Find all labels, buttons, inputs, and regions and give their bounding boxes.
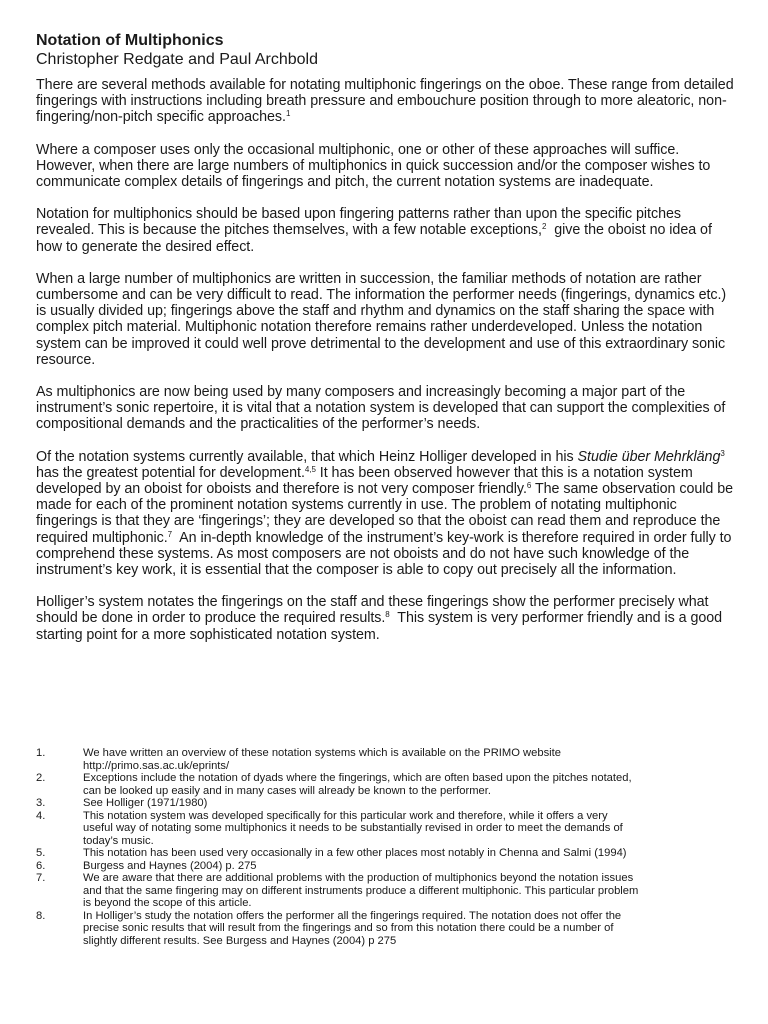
article — [36, 31, 736, 659]
paragraph-text: give the oboist no idea of how to generate the desired effect. — [36, 222, 716, 255]
footnote-ref-3: 3 — [720, 448, 725, 458]
footnote-number: 8. — [36, 909, 46, 922]
paragraph-text: When a large number of multiphonics are written in succession, the familiar methods of notation are rather cumbersome and can be very difficult to read. The information the performer needs (fingerings, dynamics etc.) is usually divided up; fingerings above the staff and rhythm and dynamics on the staff sharing the space with complex pitch material. Multiphonic notation therefore remains rather underdeveloped. Unless the notation system can be improved it could well prove detrimental to the development and use of this extraordinary sonic resource. — [36, 270, 727, 368]
footnote-ref-6: 6 — [526, 481, 532, 491]
footnote-line: Exceptions include the notation of dyads where the fingerings, which are often based upon the pitches notated, — [83, 772, 632, 784]
paragraph-text: It has been observed however that this is a notation system developed by an oboist for oboists and therefore is not very composer friendly. — [36, 464, 693, 498]
footnote-line: See Holliger (1971/1980) — [83, 797, 208, 809]
footnote-text — [83, 747, 736, 772]
footnote-ref-4-5: 4,5 — [304, 464, 316, 474]
footnote-line: We have written an overview of these notation systems which is available on the PRIMO website — [83, 747, 561, 759]
paragraph-5 — [36, 384, 736, 433]
footnote-line: In Holliger’s study the notation offers the performer all the fingerings required. The notation does not offer the — [83, 909, 622, 922]
paragraph-1 — [36, 77, 736, 126]
footnote-line: is beyond the scope of this article. — [83, 897, 252, 909]
footnote-line: precise sonic results that will result from the fingerings and so from this notation there could be a number of — [83, 922, 614, 934]
footnote-6 — [36, 860, 736, 873]
footnote-line: and that the same fingering may on different instruments produce a different multiphonic. This particular problem — [83, 884, 639, 897]
paragraph-text: Holliger’s system notates the fingerings on the staff and these fingerings show the performer precisely what should be done in order to produce the required results. — [36, 594, 709, 627]
footnote-2 — [36, 772, 736, 797]
footnote-8 — [36, 910, 736, 948]
footnote-text — [83, 872, 736, 910]
footnote-line: can be looked up easily and in many cases will already be known to the performer. — [83, 784, 491, 797]
paragraph-text: As multiphonics are now being used by many composers and increasingly becoming a major part of the instrument’s sonic repertoire, it is vital that a notation system is developed that can support the complexities of compositional demands and the practicalities of the performer’s needs. — [36, 384, 726, 433]
work-title: Studie über Mehrkläng — [577, 448, 721, 465]
footnote-line: http://primo.sas.ac.uk/eprints/ — [83, 759, 230, 772]
footnote-text — [83, 810, 736, 848]
footnote-number: 1. — [36, 747, 46, 759]
paragraph-text: This system is very performer friendly and is a good starting point for a more sophisticated notation system. — [36, 610, 726, 643]
footnote-number: 6. — [36, 859, 46, 872]
footnote-text — [83, 910, 736, 948]
footnote-number: 4. — [36, 809, 46, 822]
footnote-line: Burgess and Haynes (2004) p. 275 — [83, 859, 257, 872]
paragraph-text: Where a composer uses only the occasional multiphonic, one or other of these approaches will suffice. However, when there are large numbers of multiphonics in quick succession and/or the composer wishes to communicate complex details of fingerings and pitch, the current notation systems are inadequate. — [36, 141, 711, 191]
footnote-number: 5. — [36, 847, 46, 859]
footnote-number: 3. — [36, 797, 46, 809]
footnote-1 — [36, 747, 736, 772]
paragraph-text: Of the notation systems currently available, that which Heinz Holliger developed in his — [36, 448, 578, 465]
footnote-ref-7: 7 — [167, 529, 173, 539]
paragraph-text: An in-depth knowledge of the instrument’s key-work is therefore required in order fully to comprehend these systems. As most composers are not oboists and do not have such knowledge of the instrument’s key work, it is essential that the composer is able to copy out precisely all the information. — [36, 529, 736, 579]
footnote-5 — [36, 847, 736, 860]
footnote-7 — [36, 872, 736, 910]
paragraph-4 — [36, 271, 736, 368]
footnote-ref-8: 8 — [385, 610, 390, 620]
footnote-ref-1: 1 — [285, 109, 291, 119]
paragraph-text: Notation for multiphonics should be based upon fingering patterns rather than upon the specific pitches revealed. This is because the pitches themselves, with a few notable exceptions, — [36, 206, 681, 239]
footnote-text — [83, 847, 736, 860]
footnote-text — [83, 772, 736, 797]
paragraph-text: has the greatest potential for development. — [36, 464, 305, 481]
footnote-ref-2: 2 — [541, 222, 547, 232]
footnote-number: 2. — [36, 772, 46, 784]
paragraph-3 — [36, 206, 736, 255]
paragraph-2 — [36, 142, 736, 191]
footnote-4 — [36, 810, 736, 848]
paragraph-text: The same observation could be made for each of the prominent notation systems currently in use. The problem of notating multiphonic fingerings is that they are ‘fingerings’; they are developed so that the oboist can read them and reproduce the required multiphonic. — [36, 481, 734, 546]
footnote-3 — [36, 797, 736, 810]
paragraph-text: There are several methods available for notating multiphonic fingerings on the oboe. These range from detailed fingerings with instructions including breath pressure and embouchure position through to more aleatoric, non-fingering/non-pitch specific approaches. — [36, 77, 734, 126]
footnote-number: 7. — [36, 872, 46, 884]
author-line: Christopher Redgate and Paul Archbold — [36, 51, 318, 68]
footnote-text — [83, 860, 736, 873]
footnote-line: This notation system was developed specifically for this particular work and therefore, while it offers a very — [83, 809, 608, 822]
footnote-line: We are aware that there are additional problems with the production of multiphonics beyond the notation issues — [83, 872, 634, 884]
footnote-line: This notation has been used very occasionally in a few other places most notably in Chenna and Salmi (1994) — [83, 847, 627, 859]
footnote-line: slightly different results. See Burgess and Haynes (2004) p 275 — [83, 934, 397, 947]
paragraph-6 — [36, 449, 736, 579]
page-title: Notation of Multiphonics — [36, 32, 224, 49]
footnote-text — [83, 797, 736, 810]
paragraph-7 — [36, 594, 736, 643]
footnotes-list — [36, 747, 736, 947]
footnote-line: useful way of notating some multiphonics it needs to be substantially revised in order to meet the demands of — [83, 822, 623, 834]
footnote-line: today’s music. — [83, 834, 154, 847]
